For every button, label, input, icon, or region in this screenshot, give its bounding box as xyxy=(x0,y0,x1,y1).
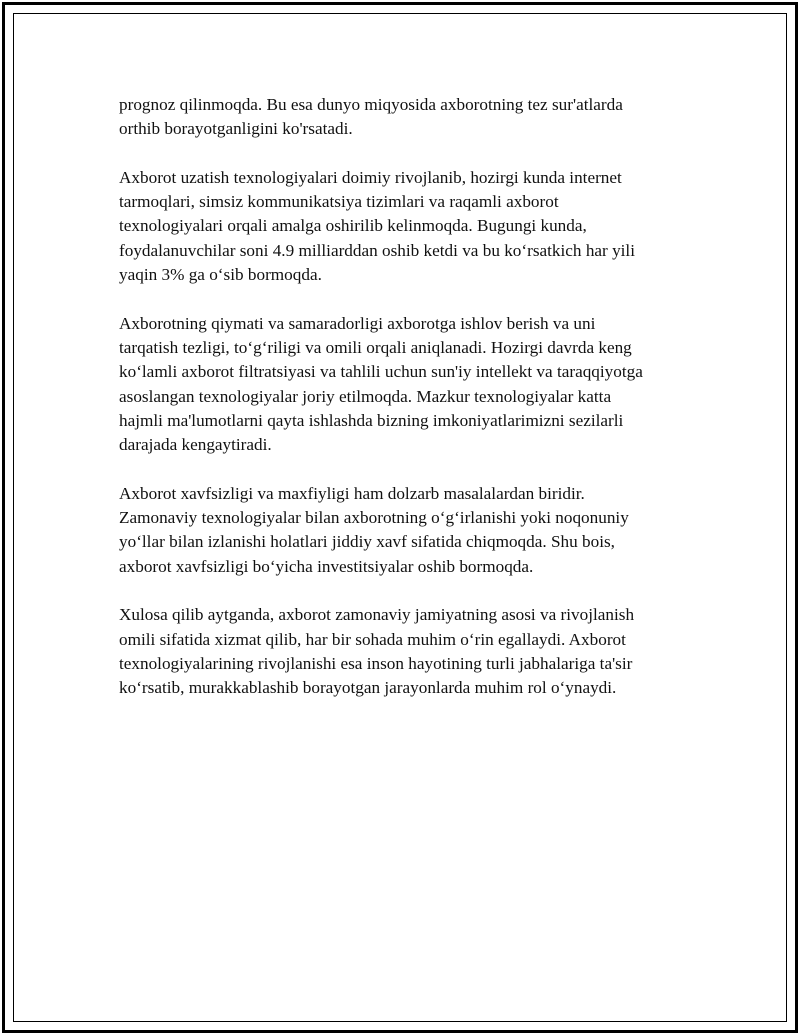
document-body xyxy=(119,93,699,725)
paragraph-1: prognoz qilinmoqda. Bu esa dunyo miqyosida axborotning tez sur'atlarda orthib borayotganligini ko'rsatadi. xyxy=(119,95,623,139)
paragraph-3: Axborotning qiymati va samaradorligi axborotga ishlov berish va uni tarqatish tezligi, to‘g‘riligi va omili orqali aniqlanadi. Hozirgi davrda keng ko‘lamli axborot filtratsiyasi va tahlili uchun sun'iy intellekt va taraqqiyotga asoslangan texnologiyalar joriy etilmoqda. Mazkur texnologiyalar katta hajmli ma'lumotlarni qayta ishlashda bizning imkoniyatlarimizni sezilarli darajada kengaytiradi. xyxy=(119,313,643,455)
paragraph-5: Xulosa qilib aytganda, axborot zamonaviy jamiyatning asosi va rivojlanish omili sifatida xizmat qilib, har bir sohada muhim o‘rin egallaydi. Axborot texnologiyalarining rivojlanishi esa inson hayotining turli jabhalariga ta'sir ko‘rsatib, murakkablashib borayotgan jarayonlarda muhim rol o‘ynaydi. xyxy=(119,605,635,698)
paragraph-2: Axborot uzatish texnologiyalari doimiy rivojlanib, hozirgi kunda internet tarmoqlari, simsiz kommunikatsiya tizimlari va raqamli axborot texnologiyalari orqali amalga oshirilib kelinmoqda. Bugungi kunda, foydalanuvchilar soni 4.9 milliarddan oshib ketdi va bu ko‘rsatkich har yili yaqin 3% ga o‘sib bormoqda. xyxy=(119,167,635,285)
paragraph-4: Axborot xavfsizligi va maxfiyligi ham dolzarb masalalardan biridir. Zamonaviy texnologiyalar bilan axborotning o‘g‘irlanishi yoki noqonuniy yo‘llar bilan izlanishi holatlari jiddiy xavf sifatida chiqmoqda. Shu bois, axborot xavfsizligi bo‘yicha investitsiyalar oshib bormoqda. xyxy=(119,483,629,576)
